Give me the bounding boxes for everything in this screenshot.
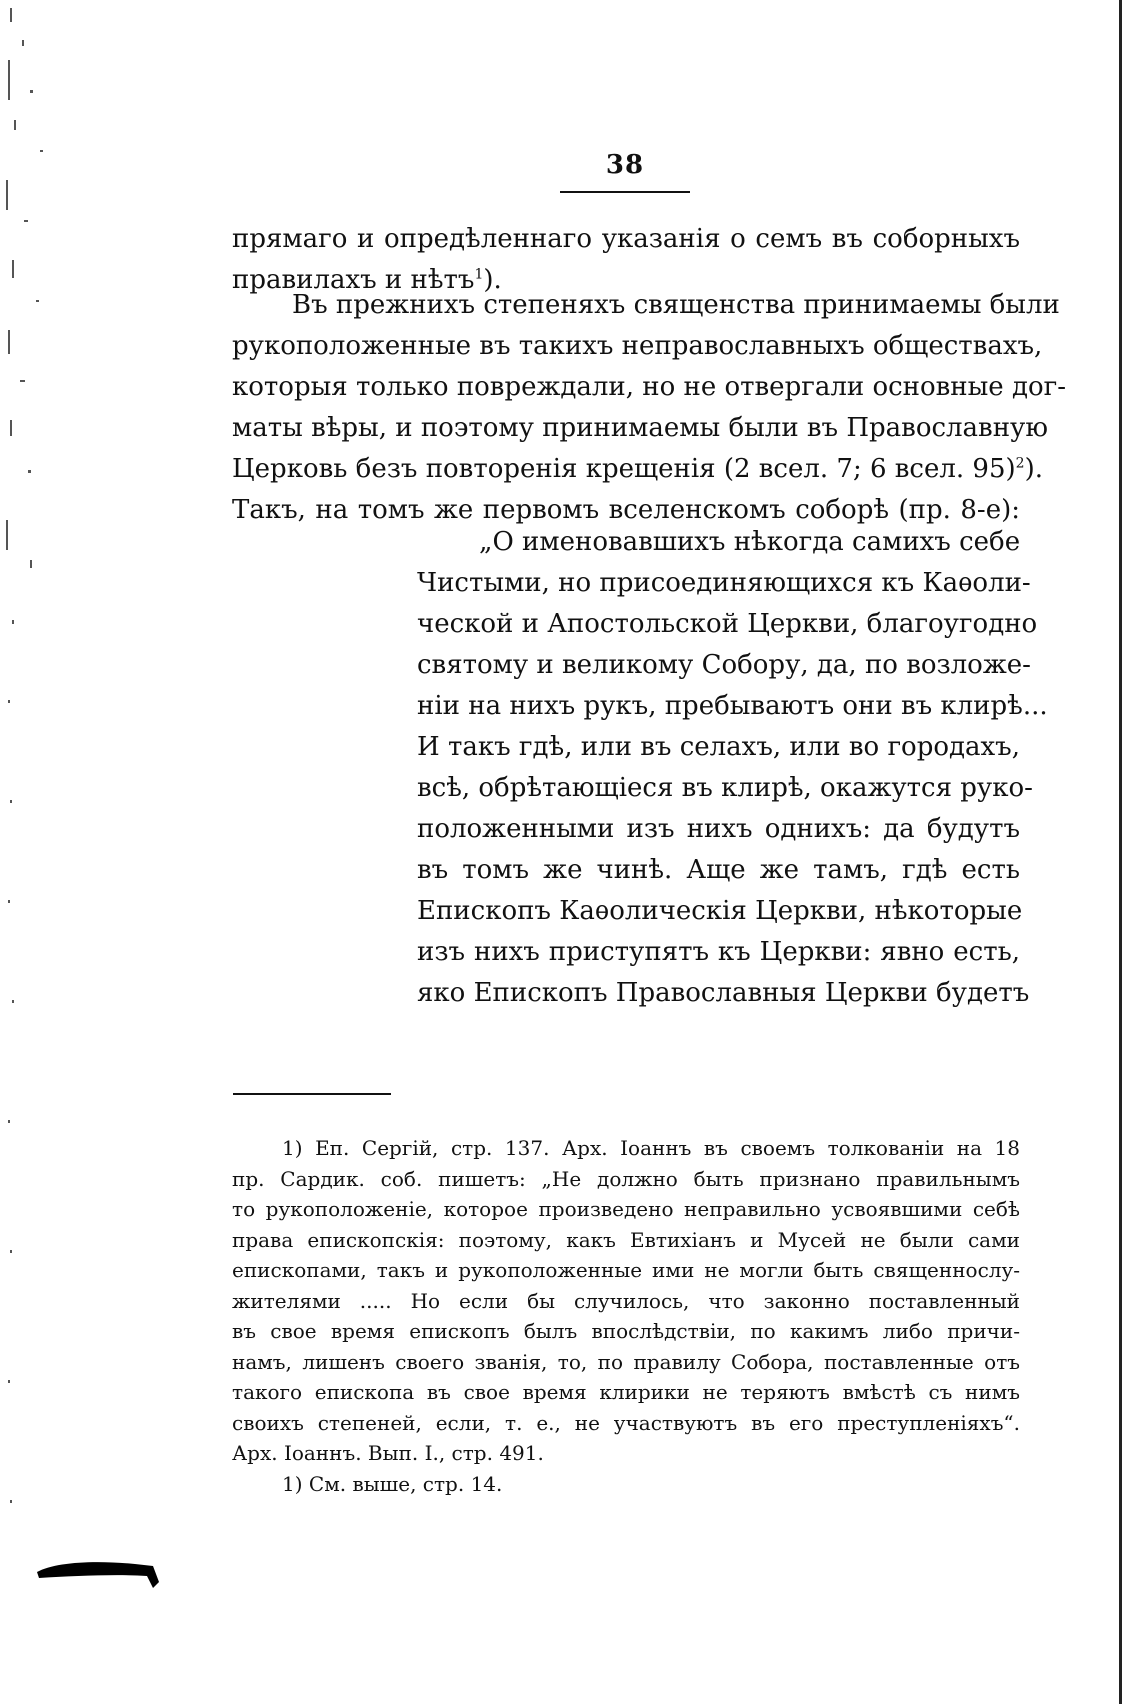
body-line: маты вѣры, и поэтому принимаемы были въ Православную bbox=[232, 413, 1048, 443]
quote-line: ніи на нихъ рукъ, пребываютъ они въ клирѣ... bbox=[417, 691, 1048, 721]
body-line: Такъ, на томъ же первомъ вселенскомъ соборѣ (пр. 8-е): bbox=[232, 495, 1020, 525]
quote-line: Епископъ Каѳолическія Церкви, нѣкоторые bbox=[417, 896, 1023, 926]
footnotes bbox=[232, 1133, 1020, 1499]
quote-line: положенными изъ нихъ однихъ: да будутъ bbox=[417, 814, 1020, 844]
footnote-ref: 2 bbox=[1015, 455, 1025, 472]
body-line: рукоположенные въ такихъ неправославныхъ обществахъ, bbox=[232, 331, 1043, 361]
footnote-line: пр. Сардик. соб. пишетъ: „Не должно быть признано правильнымъ bbox=[232, 1166, 1020, 1191]
quote-line: изъ нихъ приступятъ къ Церкви: явно есть, bbox=[417, 937, 1020, 967]
page-edge-rule bbox=[1119, 0, 1122, 1704]
footnote-line: такого епископа въ свое время клирики не теряютъ вмѣстѣ съ нимъ bbox=[232, 1380, 1020, 1404]
body-line-tail: ). bbox=[483, 265, 502, 295]
body-line-text: Церковь безъ повторенія крещенія (2 всел. 7; 6 всел. 95) bbox=[232, 454, 1016, 484]
quote-line: И такъ гдѣ, или въ селахъ, или во городахъ, bbox=[417, 732, 1020, 762]
quote-line: святому и великому Собору, да, по возложе- bbox=[417, 650, 1031, 680]
page-number-rule bbox=[560, 191, 690, 193]
footnote-line: права епископскія: поэтому, какъ Евтихіанъ и Мусей не были сами bbox=[232, 1227, 1020, 1252]
footnote-line: то рукоположеніе, которое произведено неправильно усвоявшими себѣ bbox=[232, 1197, 1020, 1221]
quote-line: Чистыми, но присоединяющихся къ Каѳоли- bbox=[417, 568, 1031, 598]
footnote-line: жителями ..... Но если бы случилось, что законно поставленный bbox=[232, 1288, 1020, 1313]
footnote-line: епископами, такъ и рукоположенные ими не могли быть священнослу- bbox=[232, 1258, 1020, 1282]
footnote-ref: 1 bbox=[474, 266, 484, 283]
ink-smudge bbox=[35, 1552, 165, 1590]
footnote-line: въ свое время епископъ былъ впослѣдствіи, по какимъ либо причи- bbox=[232, 1319, 1020, 1343]
body-line-text: правилахъ и нѣтъ bbox=[232, 265, 475, 295]
footnote-separator bbox=[233, 1093, 391, 1095]
canon-quote bbox=[417, 522, 1048, 1014]
body-line: которыя только повреждали, но не отвергали основные дог- bbox=[232, 372, 1067, 402]
quote-line: ческой и Апостольской Церкви, благоугодно bbox=[417, 609, 1038, 639]
scan-edge-speckles bbox=[0, 0, 60, 1704]
body-line-tail: ). bbox=[1024, 454, 1043, 484]
body-line: прямаго и опредѣленнаго указанія о семъ въ соборныхъ bbox=[232, 224, 1020, 254]
quote-line: въ томъ же чинѣ. Аще же тамъ, гдѣ есть bbox=[417, 855, 1020, 885]
footnote-line: 1) Еп. Сергій, стр. 137. Арх. Іоаннъ въ своемъ толкованіи на 18 bbox=[282, 1136, 1020, 1160]
footnote-line: 1) См. выше, стр. 14. bbox=[282, 1471, 503, 1496]
body-line bbox=[232, 449, 1043, 490]
body-paragraph-2 bbox=[232, 285, 1067, 531]
quote-line: всѣ, обрѣтающіеся въ клирѣ, окажутся руко- bbox=[417, 773, 1033, 803]
footnote-line: намъ, лишенъ своего званія, то, по правилу Собора, поставленные отъ bbox=[232, 1349, 1020, 1374]
body-line: Въ прежнихъ степеняхъ священства принимаемы были bbox=[292, 290, 1060, 320]
quote-line: яко Епископъ Православныя Церкви будетъ bbox=[417, 978, 1030, 1008]
page-number: 38 bbox=[605, 150, 645, 180]
footnote-line: своихъ степеней, если, т. е., не участвуютъ въ его преступленіяхъ“. bbox=[232, 1410, 1020, 1435]
footnote-line: Арх. Іоаннъ. Вып. I., стр. 491. bbox=[232, 1441, 544, 1465]
quote-line: „О именовавшихъ нѣкогда самихъ себе bbox=[479, 527, 1021, 557]
